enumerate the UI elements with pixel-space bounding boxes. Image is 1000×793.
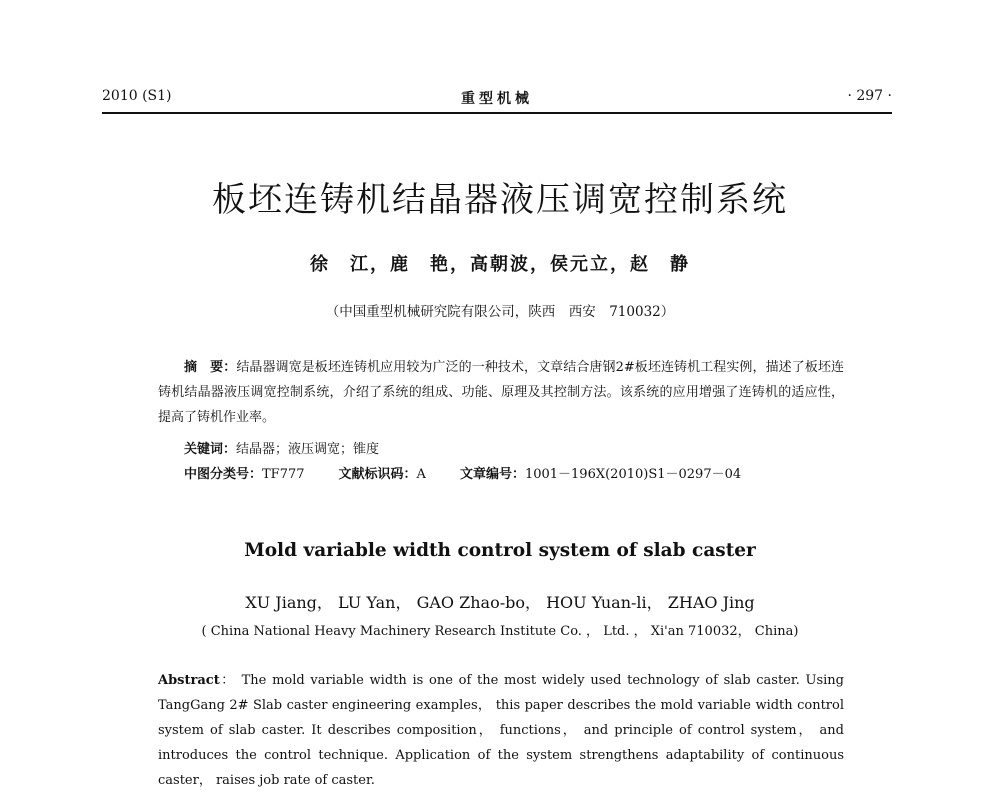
abstract-cn-label: 摘 要：: [184, 360, 237, 375]
running-header: [102, 88, 892, 110]
authors-en: XU Jiang， LU Yan， GAO Zhao-bo， HOU Yuan-li， ZHAO Jing: [245, 593, 755, 612]
classification-line: [184, 463, 741, 482]
affiliation-cn: （中国重型机械研究院有限公司，陕西 西安 710032）: [325, 304, 675, 320]
abstract-en: [158, 668, 844, 793]
affiliation-en: ( China National Heavy Machinery Research Institute Co. ， Ltd. ， Xi'an 710032， China): [201, 624, 799, 639]
keywords-text: 结晶器；液压调宽；锥度: [236, 442, 380, 457]
paper-title-cn: 板坯连铸机结晶器液压调宽控制系统: [212, 180, 788, 220]
journal-issue: 2010 (S1): [102, 88, 172, 104]
keywords-label: 关键词：: [184, 442, 237, 457]
authors-cn: 徐 江，鹿 艳，高朝波，侯元立，赵 静: [310, 254, 690, 275]
page-number: · 297 ·: [847, 88, 892, 104]
paper-title-en: Mold variable width control system of slab caster: [244, 540, 756, 561]
header-rule: [102, 112, 892, 114]
article-no-value: 1001－196X(2010)S1－0297－04: [524, 467, 742, 482]
article-no-label: 文章编号：: [459, 467, 525, 482]
abstract-en-text: ： The mold variable width is one of the most widely used technology of slab caster. Using TangGang 2# Slab caster engineering examples， this paper describes the mold variable width control system of slab caster. It describes composition， functions， and principle of control system， and introduces the control technique. Application of the system strengthens adaptability of continuous caster， raises job rate of caster.: [158, 673, 844, 788]
clc-value: TF777: [262, 467, 305, 482]
clc-label: 中图分类号：: [184, 467, 263, 482]
abstract-en-label: Abstract: [158, 673, 220, 688]
doc-code-label: 文献标识码：: [338, 467, 417, 482]
abstract-cn: [158, 355, 844, 430]
keywords-cn: [184, 438, 379, 457]
doc-code-value: A: [416, 467, 426, 482]
abstract-cn-text: 结晶器调宽是板坯连铸机应用较为广泛的一种技术，文章结合唐钢2#板坯连铸机工程实例，描述了板坯连铸机结晶器液压调宽控制系统，介绍了系统的组成、功能、原理及其控制方法。该系统的应用增强了连铸机的适应性，提高了铸机作业率。: [158, 360, 844, 425]
journal-name: 重型机械: [461, 91, 533, 107]
